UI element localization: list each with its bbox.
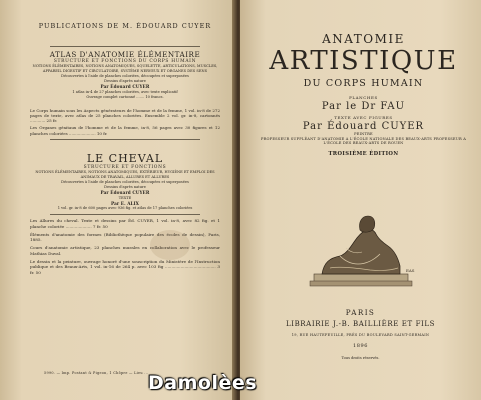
rights-notice: Tous droits réservés. xyxy=(341,356,380,360)
sculpture-engraving xyxy=(300,208,422,288)
atlas-subheading: STRUCTURE ET FONCTIONS DU CORPS HUMAIN xyxy=(53,59,197,64)
atlas-price: Ouvrage complet cartonné ....... 10 francs. xyxy=(86,94,164,99)
cheval-heading: LE CHEVAL xyxy=(86,152,164,166)
publications-title: PUBLICATIONS DE M. ÉDOUARD CUYER xyxy=(38,22,212,30)
watermark-logo: Damolèes xyxy=(148,372,258,394)
spacer xyxy=(30,100,220,106)
author-titles: PROFESSEUR SUPPLÉANT D'ANATOMIE A L'ÉCOLE NATIONALE DES BEAUX-ARTS PROFESSEUR A L'ÉCOLE DES BEAUX-ARTS DE ROUEN xyxy=(261,136,466,146)
corps-humain-entry: Le Corps humain sous les Aspects générateurs de l'homme et de la femme, 1 vol. in-8 de 272 pages de texte, avec atlas de 25 planches coloriées. Ensemble 2 vol. gr. in-8, cartonnés ............ 25 fr. xyxy=(30,107,220,124)
title-line-3: DU CORPS HUMAIN xyxy=(303,78,424,89)
atlas-description: NOTIONS ÉLÉMENTAIRES, NOTIONS ANATOMIQUES, SQUELETTE, ARTICULATIONS, MUSCLES, APPAREIL DIGESTIF ET CIRCULATOIRE, SYSTÈME NERVEUX ET ORGANES DES SENS xyxy=(32,64,218,73)
atlas-planches: Découvertes à l'aide de planches coloriées, découpées et superposées xyxy=(61,74,189,78)
cheval-detail: 1 vol. gr. in-8 de 600 pages avec 936 fig. et atlas de 17 planches coloriées xyxy=(57,206,193,211)
atlas-author: Par Édouard CUYER xyxy=(100,84,150,89)
author-fau: Par le Dr FAU xyxy=(321,101,406,112)
right-page xyxy=(240,0,481,400)
cheval-author: Par Édouard CUYER xyxy=(100,190,150,196)
list-item: Les Allures du cheval. Texte et dessins par Éd. CUYER, 1 vol. in-8, avec 82 fig. et 1 planche coloriée .................... 7 fr. 50 xyxy=(30,218,220,229)
edition-label: TROISIÈME ÉDITION xyxy=(328,150,399,157)
cheval-texte-author: Par E. ALIX xyxy=(110,200,140,206)
publication-year: 1896 xyxy=(352,343,369,349)
publisher-address: 19, RUE HAUTEFEUILLE, PRÈS DU BOULEVARD SAINT-GERMAIN xyxy=(291,333,430,337)
atlas-dessins: Dessins d'après nature xyxy=(104,79,146,83)
texte-label: TEXTE AVEC FIGURES xyxy=(334,115,393,120)
author-role: PEINTRE xyxy=(354,132,373,136)
divider xyxy=(50,214,200,215)
list-item: Éléments d'anatomie des formes (Bibliothèque populaire des écoles de dessin), Paris, 1885. xyxy=(30,231,220,243)
printer-footer: 5990. — Imp. Postant & Pigeon, 1 Chôpre — Lieu ... xyxy=(44,371,149,375)
title-line-1: ANATOMIE xyxy=(322,32,405,46)
divider xyxy=(50,139,200,140)
atlas-heading: ATLAS D'ANATOMIE ÉLÉMENTAIRE xyxy=(49,50,201,59)
imprint-city: PARIS xyxy=(345,308,376,317)
list-item: Cours d'anatomie artistique, 23 planches murales en collaboration avec le professeur Mathias Duval. xyxy=(30,245,220,256)
svg-text:EAS: EAS xyxy=(406,268,415,273)
paper-stain xyxy=(150,230,190,260)
cheval-texte: TEXTE xyxy=(118,195,132,200)
title-line-2: ARTISTIQUE xyxy=(269,46,458,76)
divider xyxy=(50,46,200,47)
cheval-description: NOTIONS ÉLÉMENTAIRES, NOTIONS ANATOMIQUES, EXTÉRIEUR, HYGIÈNE ET EMPLOI DES ANIMAUX DE TRAVAIL, ALLURES ET ALLURES xyxy=(35,170,215,180)
publisher-name: LIBRAIRIE J.-B. BAILLIÈRE ET FILS xyxy=(285,320,436,328)
planches-label: PLANCHES xyxy=(349,95,378,100)
left-page xyxy=(0,0,236,400)
author-cuyer: Par Édouard CUYER xyxy=(302,121,425,132)
cheval-planches: Découvertes à l'aide de planches coloriées, découpées et superposées xyxy=(61,180,189,185)
organes-entry: Les Organes génitaux de l'homme et de la femme, in-8, 56 pages avec 30 figures et 12 planches coloriées ..................... 10 fr. xyxy=(30,125,220,136)
list-item: Le dessin et la peinture, ouvrage honoré d'une souscription du Ministère de l'Instruction publique et des Beaux-Arts, 1 vol. in-16 de 264 p. avec 103 fig ....................................... 3 fr. 50 xyxy=(30,259,220,275)
cheval-dessins: Dessins d'après nature xyxy=(104,185,146,190)
atlas-detail: 1 atlas in-4 de 27 planches coloriées, avec texte explicatif xyxy=(72,89,178,94)
cheval-subheading: STRUCTURE ET FONCTIONS xyxy=(83,165,167,171)
